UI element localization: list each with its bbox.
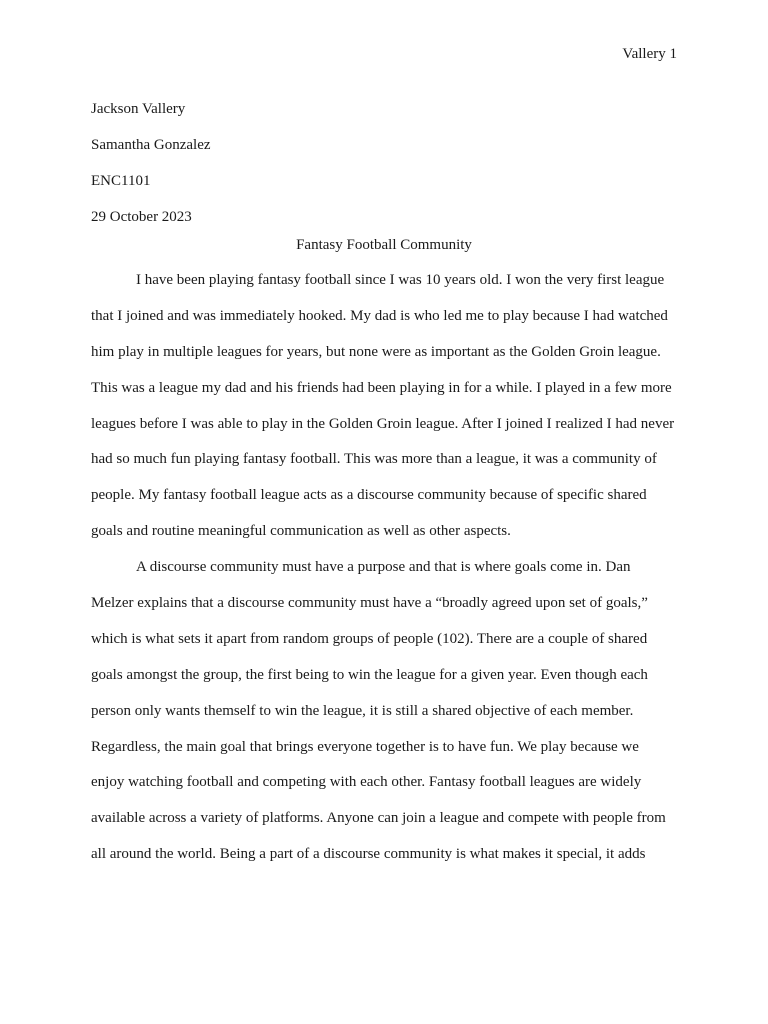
paragraph-2-line: all around the world. Being a part of a discourse community is what makes it special, it adds [91, 846, 646, 863]
paragraph-1-line: people. My fantasy football league acts as a discourse community because of specific shared [91, 487, 647, 504]
paragraph-2-line: person only wants themself to win the league, it is still a shared objective of each member. [91, 702, 634, 719]
paragraph-2-line: Melzer explains that a discourse community must have a “broadly agreed upon set of goals,” [91, 595, 648, 612]
paragraph-2-line: available across a variety of platforms. Anyone can join a league and compete with people from [91, 810, 666, 827]
paragraph-2-line: Regardless, the main goal that brings everyone together is to have fun. We play because we [91, 738, 639, 755]
instructor-name: Samantha Gonzalez [91, 137, 211, 153]
essay-date: 29 October 2023 [91, 209, 192, 225]
paragraph-1-line: goals and routine meaningful communication as well as other aspects. [91, 523, 511, 540]
essay-title: Fantasy Football Community [296, 237, 472, 253]
paragraph-2-line: which is what sets it apart from random groups of people (102). There are a couple of shared [91, 630, 648, 647]
paragraph-2-line: A discourse community must have a purpose and that is where goals come in. Dan [136, 559, 631, 576]
running-head: Vallery 1 [622, 46, 677, 62]
paragraph-1-line: him play in multiple leagues for years, but none were as important as the Golden Groin league. [91, 343, 661, 360]
paragraph-2-line: enjoy watching football and competing with each other. Fantasy football leagues are widely [91, 774, 642, 791]
paragraph-1-line: I have been playing fantasy football since I was 10 years old. I won the very first league [136, 272, 665, 288]
mla-header [91, 91, 679, 235]
paragraph-1-line: leagues before I was able to play in the Golden Groin league. After I joined I realized I had never [91, 415, 675, 432]
paragraph-1-line: that I joined and was immediately hooked. My dad is who led me to play because I had watched [91, 307, 668, 324]
paragraph-2-line: goals amongst the group, the first being to win the league for a given year. Even though each [91, 666, 648, 683]
essay-body [91, 262, 681, 872]
paragraph-1-line: This was a league my dad and his friends had been playing in for a while. I played in a few more [91, 379, 672, 396]
course-code: ENC1101 [91, 173, 151, 189]
author-name: Jackson Vallery [91, 101, 186, 117]
paragraph-1-line: had so much fun playing fantasy football. This was more than a league, it was a community of [91, 451, 657, 468]
